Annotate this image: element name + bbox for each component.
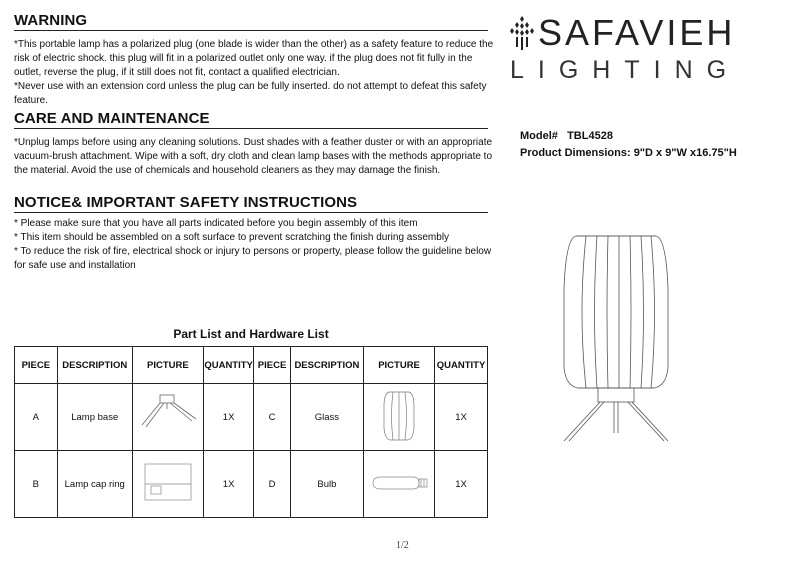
piece-cell: C: [254, 384, 291, 451]
table-row: [15, 451, 488, 518]
header-picture: PICTURE: [363, 347, 434, 384]
parts-table: [14, 346, 488, 518]
description-cell: Glass: [290, 384, 363, 451]
care-text: [14, 136, 494, 178]
brand-logo: [510, 12, 790, 82]
bulb-drawing: [369, 473, 429, 493]
brand-subtitle: LIGHTING: [510, 56, 741, 84]
header-description: DESCRIPTION: [290, 347, 363, 384]
notice-title: NOTICE& IMPORTANT SAFETY INSTRUCTIONS: [14, 194, 488, 213]
description-cell: Lamp cap ring: [57, 451, 132, 518]
quantity-cell: 1X: [435, 384, 488, 451]
header-piece: PIECE: [254, 347, 291, 384]
lamp-illustration: [556, 228, 676, 443]
model-line: [520, 130, 613, 142]
cap-ring-drawing: [141, 460, 195, 506]
model-label: Model#: [520, 130, 558, 142]
dimensions-value: 9"D x 9"W x16.75"H: [633, 147, 737, 159]
dimensions-line: [520, 147, 737, 159]
care-paragraph: *Unplug lamps before using any cleaning solutions. Dust shades with a feather duster or with an appropriate vacuum-brush attachment. Wipe with a soft, dry cloth and clean lamp bases with the methods appropriate to the material. Avoid the use of chemicals and household cleaners as they may damage the finish.: [14, 137, 493, 176]
warning-paragraph-2: *Never use with an extension cord unless the plug can be fully inserted. do not attempt to defeat this safety feature.: [14, 81, 487, 106]
model-value: TBL4528: [567, 130, 613, 142]
brand-mark-icon: [510, 16, 534, 50]
parts-table-title: Part List and Hardware List: [173, 327, 329, 341]
notice-item: * This item should be assembled on a soft surface to prevent scratching the finish during assembly: [14, 232, 450, 243]
piece-cell: D: [254, 451, 291, 518]
piece-cell: A: [15, 384, 58, 451]
picture-cell: [363, 384, 434, 451]
notice-item: * To reduce the risk of fire, electrical shock or injury to persons or property, please follow the guideline below for safe use and installation: [14, 246, 492, 271]
warning-paragraph-1: *This portable lamp has a polarized plug (one blade is wider than the other) as a safety feature to reduce the risk of electric shock. this plug will fit in a polarized outlet only one way. if the plug does not fit fully in the outlet, reverse the plug, if it still does not fit, contact a qualified electrician.: [14, 39, 494, 78]
glass-shade-drawing: [379, 388, 419, 444]
quantity-cell: 1X: [203, 384, 253, 451]
picture-cell: [132, 384, 203, 451]
lamp-base-drawing: [138, 391, 198, 441]
brand-name: SAFAVIEH: [538, 12, 736, 53]
page-number: 1/2: [396, 540, 409, 551]
description-cell: Lamp base: [57, 384, 132, 451]
picture-cell: [363, 451, 434, 518]
quantity-cell: 1X: [203, 451, 253, 518]
care-title: CARE AND MAINTENANCE: [14, 110, 488, 129]
header-piece: PIECE: [15, 347, 58, 384]
notice-item: * Please make sure that you have all parts indicated before you begin assembly of this item: [14, 218, 418, 229]
description-cell: Bulb: [290, 451, 363, 518]
header-quantity: QUANTITY: [435, 347, 488, 384]
header-description: DESCRIPTION: [57, 347, 132, 384]
header-picture: PICTURE: [132, 347, 203, 384]
table-header-row: [15, 347, 488, 384]
header-quantity: QUANTITY: [203, 347, 253, 384]
quantity-cell: 1X: [435, 451, 488, 518]
dimensions-label: Product Dimensions:: [520, 147, 631, 159]
piece-cell: B: [15, 451, 58, 518]
table-row: [15, 384, 488, 451]
warning-text: [14, 38, 494, 108]
warning-title: WARNING: [14, 12, 488, 31]
picture-cell: [132, 451, 203, 518]
notice-list: [14, 217, 494, 273]
